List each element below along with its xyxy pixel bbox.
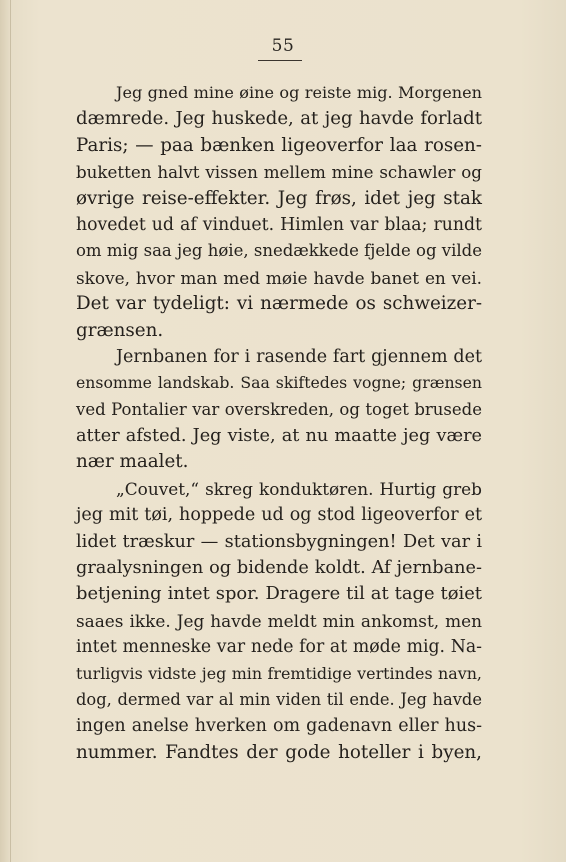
text-line: dæmrede. Jeg huskede, at jeg havde forladt (76, 108, 482, 130)
text-line: graalysningen og bidende koldt. Af jernbane- (76, 558, 482, 579)
text-line: Paris; — paa bænken ligeoverfor laa rosen- (76, 134, 482, 156)
text-line: hovedet ud af vinduet. Himlen var blaa; rundt (76, 214, 482, 235)
text-line: saaes ikke. Jeg havde meldt min ankomst, men (76, 610, 482, 631)
page-number-rule (258, 60, 302, 61)
text-line: skove, hvor man med møie havde banet en vei. (76, 267, 482, 288)
text-line: Jernbanen for i rasende fart gjennem det (116, 346, 482, 367)
text-line: Jeg gned mine øine og reiste mig. Morgenen (116, 83, 482, 102)
text-line: øvrige reise-effekter. Jeg frøs, idet jeg stak (76, 187, 482, 209)
text-line: buketten halvt vissen mellem mine schawler og (76, 162, 482, 183)
text-line: „Couvet,“ skreg konduktøren. Hurtig greb (116, 478, 482, 499)
text-line: ensomme landskab. Saa skiftedes vogne; grænsen (76, 373, 482, 393)
text-line: betjening intet spor. Dragere til at tage tøiet (76, 583, 482, 605)
text-line: ved Pontalier var overskreden, og toget brusede (76, 399, 482, 419)
text-line: lidet træskur — stationsbygningen! Det var i (76, 531, 482, 552)
text-line: atter afsted. Jeg viste, at nu maatte jeg være (76, 426, 482, 447)
text-line: dog, dermed var al min viden til ende. Jeg havde (76, 689, 482, 709)
text-line: nummer. Fandtes der gode hoteller i byen, (76, 741, 482, 763)
body-text (76, 80, 482, 766)
text-line: turligvis vidste jeg min fremtidige vertindes navn, (76, 663, 482, 683)
text-line: Det var tydeligt: vi nærmede os schweizer- (76, 293, 482, 315)
text-line: grænsen. (76, 319, 164, 341)
page-gutter (10, 0, 11, 862)
text-line: nær maalet. (76, 451, 189, 473)
page-number: 55 (271, 36, 295, 56)
text-line: om mig saa jeg høie, snedækkede fjelde og vilde (76, 241, 482, 261)
text-line: intet menneske var nede for at møde mig. Na- (76, 637, 482, 658)
text-line: jeg mit tøi, hoppede ud og stod ligeoverfor et (76, 505, 482, 526)
text-line: ingen anelse hverken om gadenavn eller hus- (76, 716, 482, 737)
